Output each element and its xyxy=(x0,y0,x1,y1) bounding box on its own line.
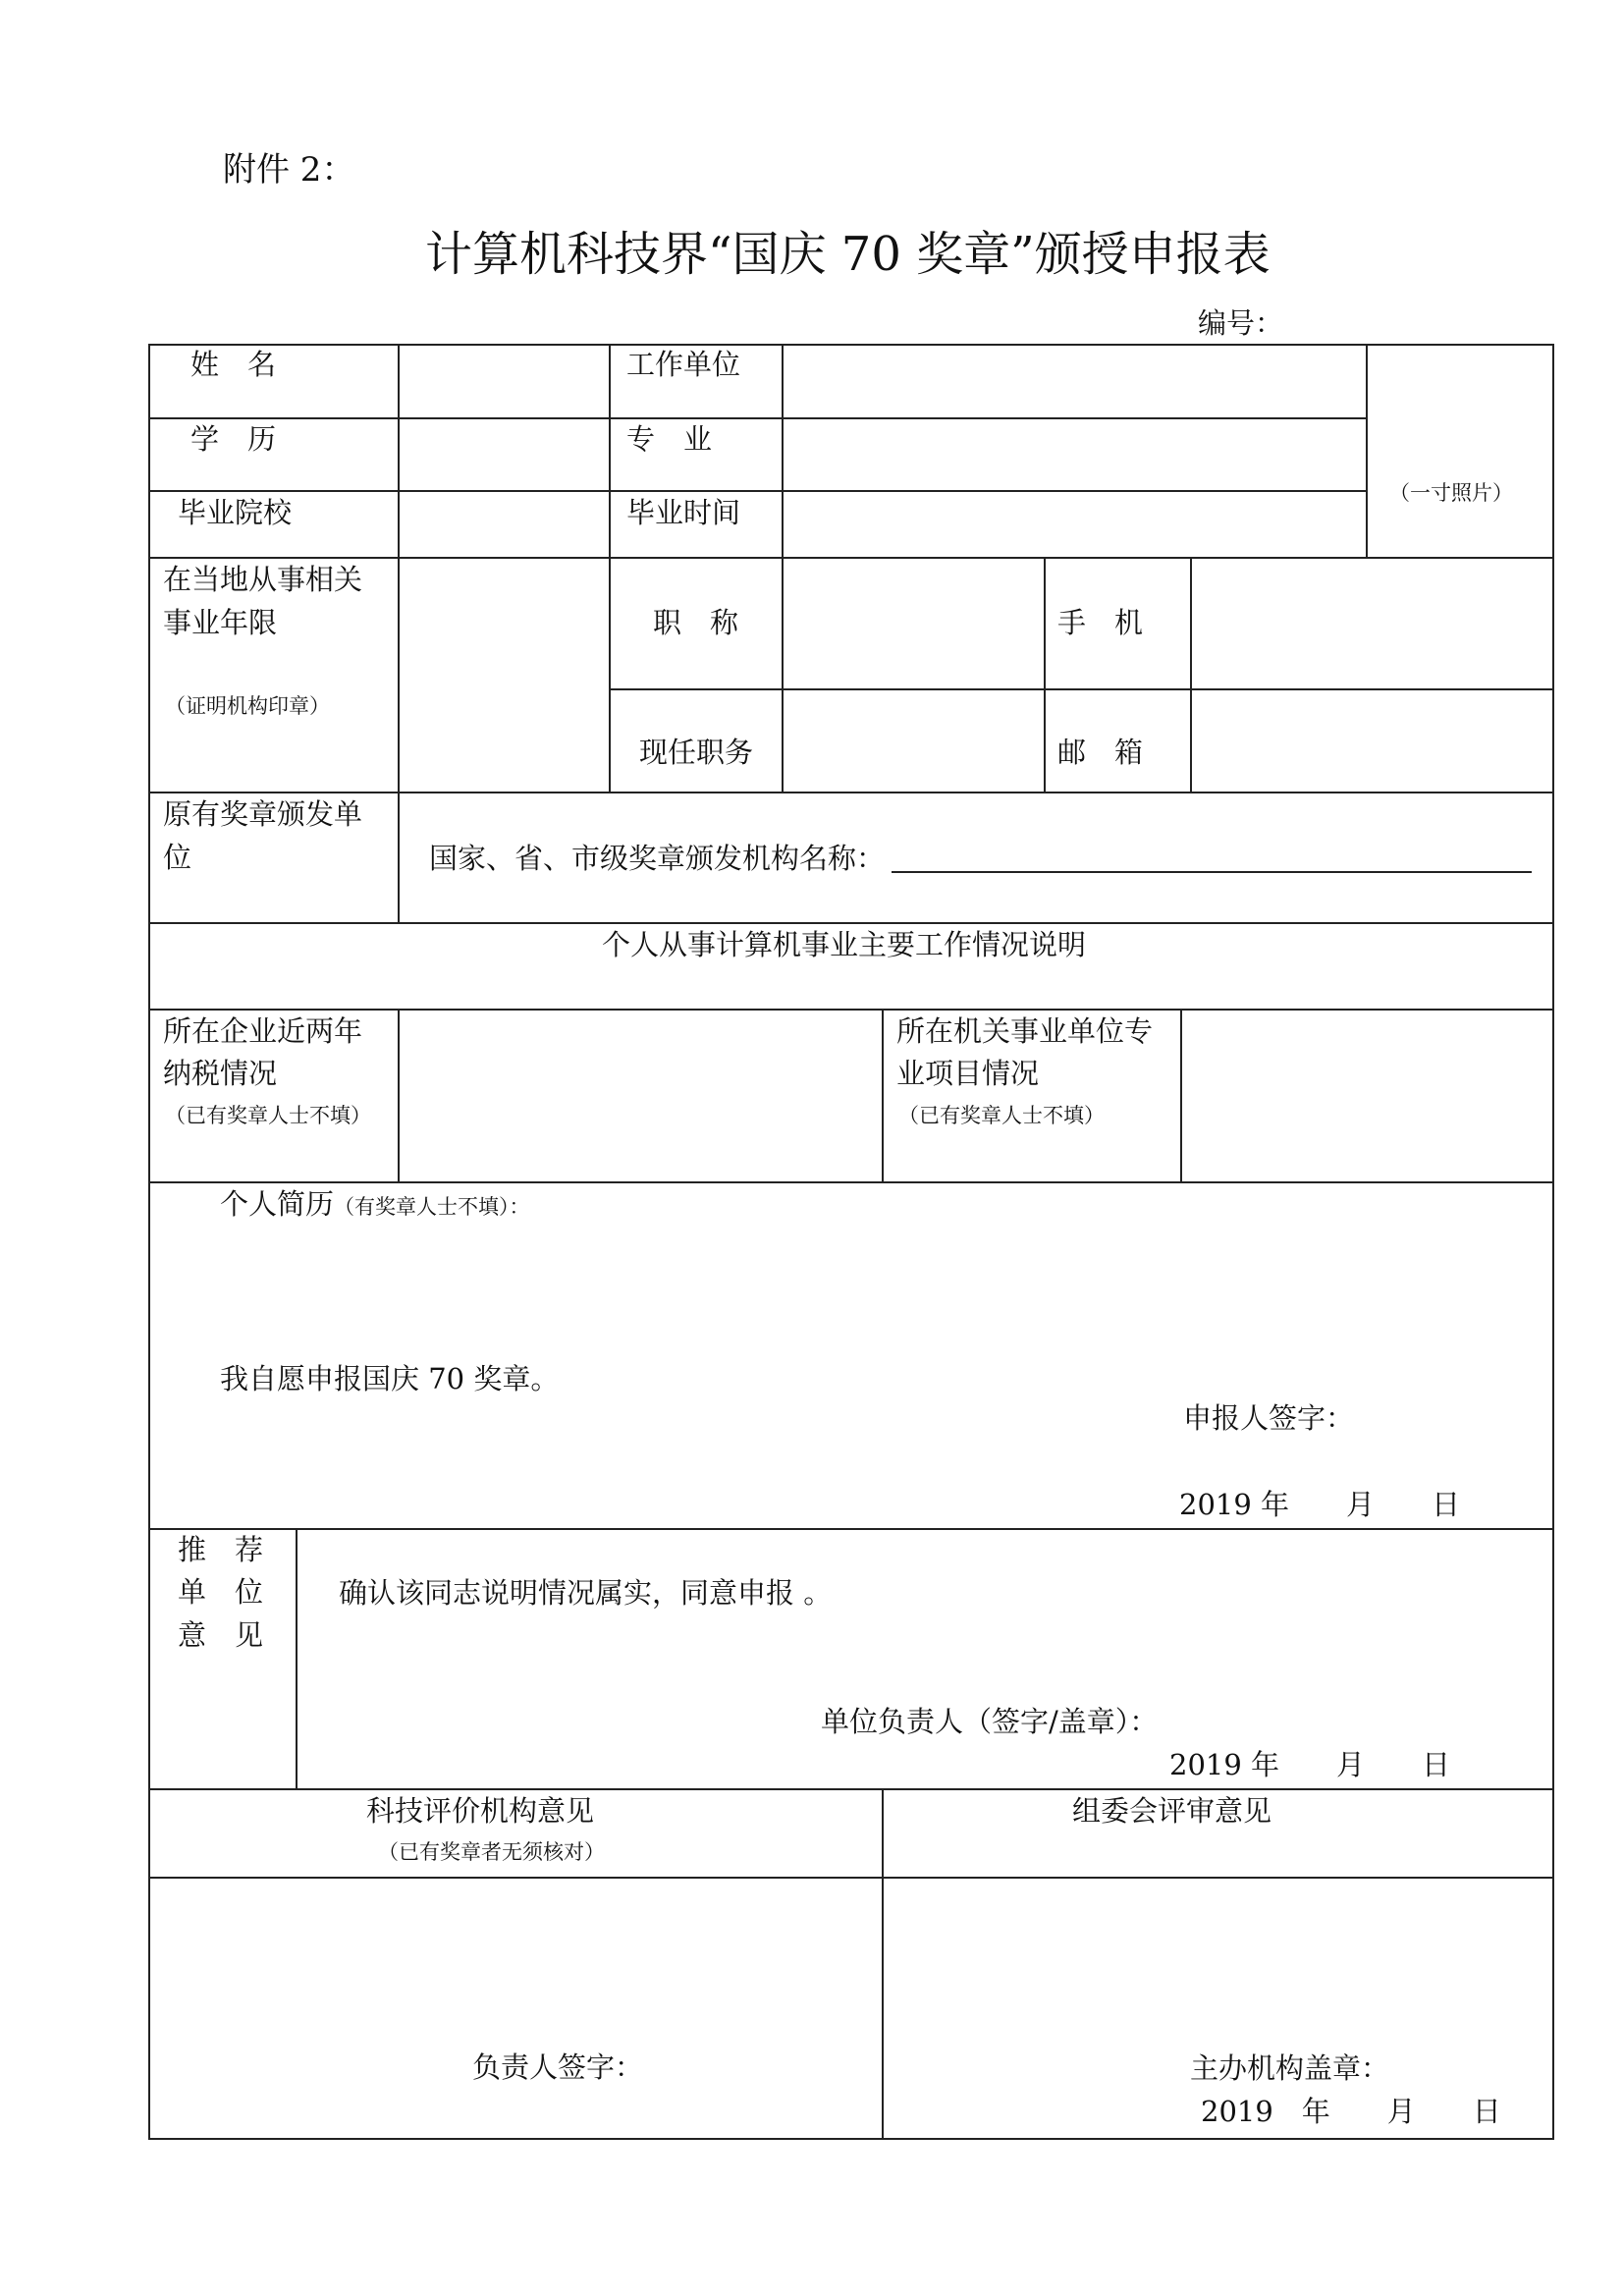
work-unit-field[interactable] xyxy=(784,346,1366,417)
years-label-line1: 在当地从事相关 xyxy=(163,563,363,596)
photo-placeholder-label: （一寸照片） xyxy=(1389,481,1513,505)
medal-issuer-label-line1: 原有奖章颁发单 xyxy=(163,797,363,831)
graduation-time-label: 毕业时间 xyxy=(626,496,741,529)
project-label-line2: 业项目情况 xyxy=(896,1057,1040,1090)
resume-note: （有奖章人士不填）： xyxy=(334,1195,530,1219)
resume-label-text: 个人简历 xyxy=(220,1187,335,1221)
unit-responsible-label: 单位负责人（签字/盖章）： xyxy=(821,1705,1159,1738)
project-label-line1: 所在机关事业单位专 xyxy=(896,1014,1154,1048)
current-position-field[interactable] xyxy=(784,690,1044,792)
title-rank-label: 职 称 xyxy=(653,606,739,639)
photo-box[interactable] xyxy=(1368,346,1552,557)
serial-number-label: 编号： xyxy=(1198,306,1284,340)
current-position-label: 现任职务 xyxy=(639,736,754,769)
project-field[interactable] xyxy=(1182,1011,1552,1181)
email-field[interactable] xyxy=(1192,690,1552,792)
mobile-label: 手 机 xyxy=(1057,606,1144,639)
name-field[interactable] xyxy=(400,346,609,417)
years-label-line2: 事业年限 xyxy=(163,606,278,639)
recommend-confirm-text: 确认该同志说明情况属实，同意申报 。 xyxy=(339,1576,833,1610)
resume-label xyxy=(220,1187,530,1222)
education-label: 学 历 xyxy=(190,422,277,456)
applicant-signature-label: 申报人签字： xyxy=(1183,1401,1355,1435)
major-label: 专 业 xyxy=(626,422,713,456)
email-label: 邮 箱 xyxy=(1057,736,1144,769)
work-unit-label: 工作单位 xyxy=(626,348,741,381)
page-title: 计算机科技界“国庆 70 奖章”颁授申报表 xyxy=(425,227,1271,282)
attachment-label: 附件 2： xyxy=(223,150,355,190)
evaluation-header: 科技评价机构意见 xyxy=(366,1794,595,1828)
name-label: 姓 名 xyxy=(190,348,277,381)
work-description-header: 个人从事计算机事业主要工作情况说明 xyxy=(602,928,1087,961)
applicant-date: 2019 年 月 日 xyxy=(1179,1488,1461,1521)
recommend-date: 2019 年 月 日 xyxy=(1169,1748,1451,1781)
declaration-text: 我自愿申报国庆 70 奖章。 xyxy=(220,1362,560,1395)
recommend-label-3: 意 见 xyxy=(178,1618,264,1652)
major-field[interactable] xyxy=(784,419,1366,490)
tax-label-line1: 所在企业近两年 xyxy=(163,1014,363,1048)
evaluation-signature-label: 负责人签字： xyxy=(472,2050,644,2084)
tax-field[interactable] xyxy=(400,1011,882,1181)
project-note: （已有奖章人士不填） xyxy=(898,1104,1105,1127)
education-field[interactable] xyxy=(400,419,609,490)
medal-issuer-prompt: 国家、省、市级奖章颁发机构名称： xyxy=(429,842,886,875)
graduated-school-label: 毕业院校 xyxy=(178,496,293,529)
years-field[interactable] xyxy=(400,559,609,792)
title-rank-field[interactable] xyxy=(784,559,1044,688)
tax-label-line2: 纳税情况 xyxy=(163,1057,278,1090)
evaluation-note: （已有奖章者无须核对） xyxy=(378,1840,605,1864)
medal-issuer-label-line2: 位 xyxy=(163,841,192,874)
years-note: （证明机构印章） xyxy=(165,694,330,718)
recommend-label-2: 单 位 xyxy=(178,1575,264,1609)
recommend-label-1: 推 荐 xyxy=(178,1533,264,1566)
graduation-time-field[interactable] xyxy=(784,492,1366,557)
organizer-seal-label: 主办机构盖章： xyxy=(1190,2051,1390,2085)
committee-date: 2019 年 月 日 xyxy=(1201,2095,1501,2128)
graduated-school-field[interactable] xyxy=(400,492,609,557)
medal-issuer-underline[interactable] xyxy=(892,871,1532,873)
committee-header: 组委会评审意见 xyxy=(1072,1794,1272,1828)
mobile-field[interactable] xyxy=(1192,559,1552,688)
evaluation-opinion-field[interactable] xyxy=(150,1879,882,2138)
tax-note: （已有奖章人士不填） xyxy=(165,1104,371,1127)
